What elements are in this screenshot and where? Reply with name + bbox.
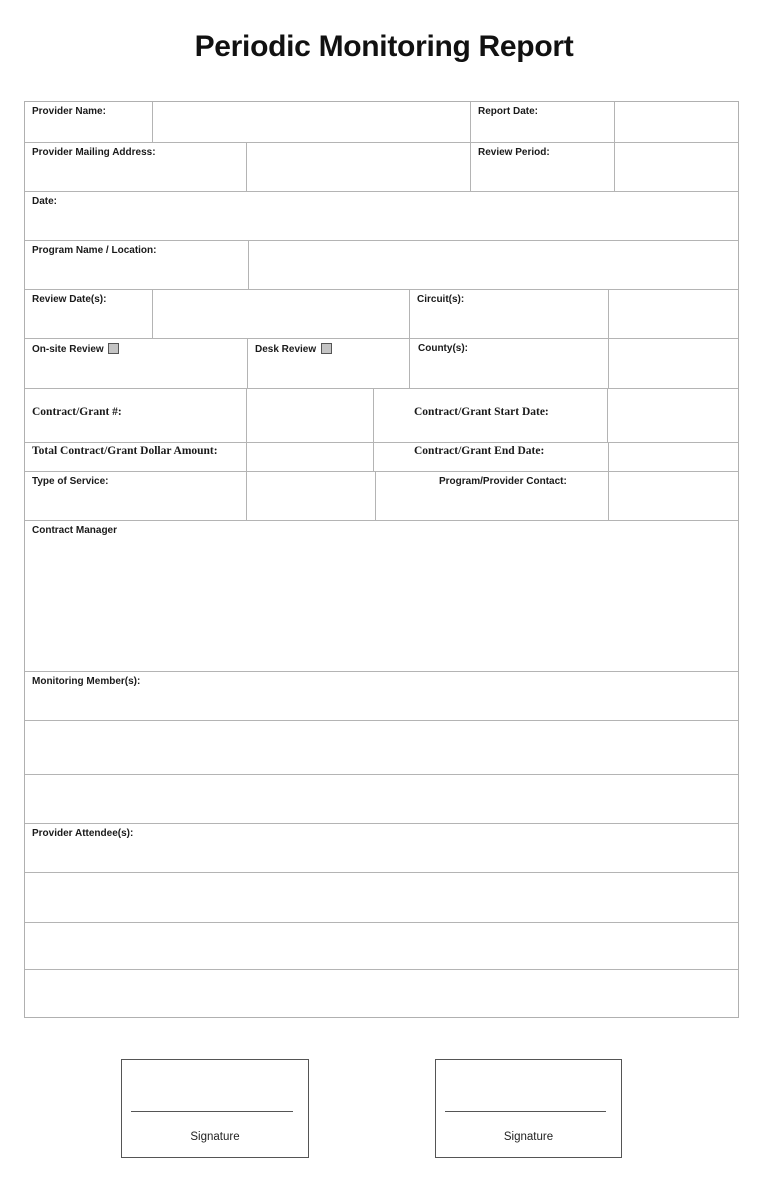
provider-contact-label-cell [376,472,609,520]
signature-box-2[interactable] [435,1059,622,1158]
contract-amount-label: Total Contract/Grant Dollar Amount: [32,445,218,457]
type-of-service-label: Type of Service: [32,476,109,487]
contract-manager-label: Contract Manager [32,525,118,536]
review-period-field[interactable] [615,143,738,191]
signature-caption: Signature [190,1131,240,1143]
page-title: Periodic Monitoring Report [194,30,574,63]
row-program-name [25,241,738,290]
provider-attendees-row[interactable] [25,873,738,923]
start-date-label: Contract/Grant Start Date: [414,406,549,418]
date-field[interactable] [25,192,738,240]
provider-name-label-cell [25,102,153,142]
monitoring-members-row[interactable] [25,721,738,775]
onsite-review-option [32,343,119,355]
monitoring-members-row[interactable] [25,775,738,824]
review-dates-field[interactable] [153,290,410,338]
report-date-label: Report Date: [478,106,539,117]
end-date-field[interactable] [609,443,738,471]
signature-caption: Signature [503,1131,554,1143]
row-type-of-service [25,472,738,521]
review-dates-label: Review Date(s): [32,294,107,305]
provider-attendee-field-4[interactable] [25,970,738,1017]
contract-number-label-cell [25,389,247,442]
start-date-label-cell [374,389,608,442]
provider-contact-field[interactable] [609,472,738,520]
provider-attendees-row[interactable] [25,970,738,1017]
desk-review-checkbox[interactable] [321,343,332,354]
provider-attendee-field-3[interactable] [25,923,738,969]
provider-attendee-field-1[interactable] [25,824,738,872]
desk-review-cell [248,339,410,388]
start-date-field[interactable] [608,389,738,442]
monitoring-member-field-1[interactable] [25,672,738,720]
row-review-type [25,339,738,389]
contract-number-label: Contract/Grant #: [32,406,122,418]
signature-box-1[interactable] [121,1059,309,1158]
end-date-label-cell [374,443,609,471]
circuits-label-cell [410,290,609,338]
contract-number-field[interactable] [247,389,374,442]
onsite-review-label: On-site Review [32,344,104,355]
desk-review-label: Desk Review [255,344,317,355]
counties-label: County(s): [418,343,468,354]
row-contract-amount [25,443,738,472]
provider-attendees-row[interactable] [25,923,738,970]
monitoring-form [24,101,739,1018]
contract-amount-field[interactable] [247,443,374,471]
mailing-address-field[interactable] [247,143,471,191]
program-name-label-cell [25,241,249,289]
monitoring-members-label: Monitoring Member(s): [32,676,141,687]
provider-attendee-field-2[interactable] [25,873,738,922]
report-date-label-cell [471,102,615,142]
row-date[interactable] [25,192,738,241]
provider-name-label: Provider Name: [32,106,106,117]
row-contract-manager[interactable] [25,521,738,672]
mailing-address-label-cell [25,143,247,191]
contract-manager-field[interactable] [25,521,738,671]
program-name-label: Program Name / Location: [32,245,157,256]
signature-line [131,1111,293,1112]
provider-name-field[interactable] [153,102,471,142]
program-name-field[interactable] [249,241,738,289]
onsite-review-checkbox[interactable] [108,343,119,354]
monitoring-members-row[interactable] [25,672,738,721]
type-of-service-label-cell [25,472,247,520]
row-review-dates [25,290,738,339]
onsite-review-cell [25,339,248,388]
row-mailing-address [25,143,738,192]
type-of-service-field[interactable] [247,472,376,520]
review-period-label: Review Period: [478,147,550,158]
provider-attendees-row[interactable] [25,824,738,873]
provider-attendees-label: Provider Attendee(s): [32,828,134,839]
circuits-field[interactable] [609,290,738,338]
desk-review-option [255,343,332,355]
review-dates-label-cell [25,290,153,338]
circuits-label: Circuit(s): [417,294,465,305]
counties-label-cell [410,339,609,388]
report-date-field[interactable] [615,102,738,142]
row-provider-name [25,102,738,143]
monitoring-member-field-2[interactable] [25,721,738,774]
end-date-label: Contract/Grant End Date: [414,445,545,457]
review-period-label-cell [471,143,615,191]
row-contract-number [25,389,738,443]
mailing-address-label: Provider Mailing Address: [32,147,156,158]
monitoring-member-field-3[interactable] [25,775,738,823]
date-label: Date: [32,196,58,207]
contract-amount-label-cell [25,443,247,471]
provider-contact-label: Program/Provider Contact: [439,476,567,487]
signature-line [445,1111,606,1112]
counties-field[interactable] [609,339,738,388]
